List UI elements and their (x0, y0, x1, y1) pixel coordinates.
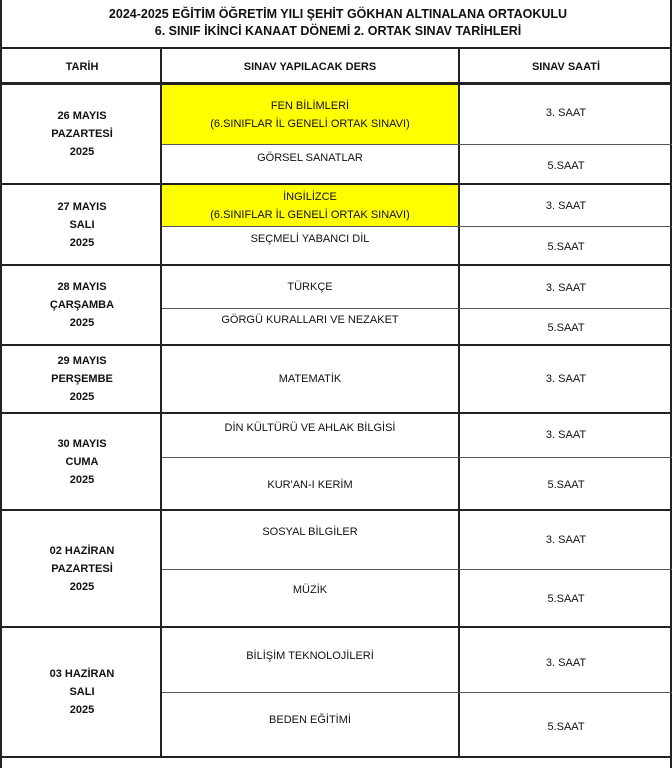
date-weekday: PAZARTESİ (51, 128, 113, 140)
course-note: (6.SINIFLAR İL GENELİ ORTAK SINAVI) (210, 117, 410, 130)
date-cell (4, 185, 160, 264)
title-line-1: 2024-2025 EĞİTİM ÖĞRETİM YILI ŞEHİT GÖKHAN ALTINALANA ORTAOKULU (108, 7, 568, 21)
date-weekday: SALI (69, 218, 95, 231)
date-cell (4, 85, 160, 183)
course-note: (6.SINIFLAR İL GENELİ ORTAK SINAVI) (210, 208, 410, 221)
time-cell: 3. SAAT (545, 657, 587, 669)
course-name: FEN BİLİMLERİ (270, 99, 350, 112)
date-year: 2025 (69, 704, 95, 716)
rule-title-bottom (2, 47, 672, 49)
course-cell: SEÇMELİ YABANCI DİL (250, 233, 370, 245)
course-cell: GÖRGÜ KURALLARI VE NEZAKET (221, 314, 399, 326)
date-weekday: SALI (69, 686, 95, 698)
document-title (2, 0, 672, 48)
time-cell: 5.SAAT (547, 241, 585, 253)
course-name: İNGİLİZCE (283, 190, 337, 203)
date-year: 2025 (69, 473, 95, 486)
date-year: 2025 (69, 236, 95, 249)
time-cell: 5.SAAT (547, 322, 585, 334)
time-cell: 3. SAAT (545, 282, 587, 294)
course-cell: KUR'AN-I KERİM (267, 479, 353, 491)
course-cell: TÜRKÇE (287, 281, 333, 293)
header-date: TARİH (65, 60, 99, 73)
course-cell: BİLİŞİM TEKNOLOJİLERİ (246, 650, 374, 662)
date-cell (4, 511, 160, 626)
date-day: 30 MAYIS (57, 437, 107, 450)
date-cell (4, 628, 160, 756)
date-cell (4, 266, 160, 344)
date-year: 2025 (69, 146, 95, 158)
subrule-day-6 (162, 569, 672, 570)
course-cell: DİN KÜLTÜRÜ VE AHLAK BİLGİSİ (224, 422, 396, 434)
date-weekday: PERŞEMBE (51, 373, 113, 385)
date-day: 27 MAYIS (57, 200, 107, 213)
date-day: 29 MAYIS (57, 355, 107, 367)
date-day: 28 MAYIS (57, 281, 107, 293)
date-day: 03 HAZİRAN (49, 668, 115, 680)
date-day: 02 HAZİRAN (49, 544, 115, 557)
course-cell: GÖRSEL SANATLAR (257, 152, 363, 164)
course-cell: MATEMATİK (278, 373, 342, 385)
course-cell: MÜZİK (292, 584, 328, 596)
time-cell: 5.SAAT (547, 593, 585, 605)
subrule-day-7 (162, 692, 672, 693)
time-cell: 5.SAAT (547, 160, 585, 172)
date-day: 26 MAYIS (57, 110, 107, 122)
header-time: SINAV SAATİ (531, 60, 601, 73)
header-course: SINAV YAPILACAK DERS (243, 60, 377, 73)
course-cell: SOSYAL BİLGİLER (262, 526, 358, 538)
course-cell-highlighted (162, 185, 458, 226)
date-weekday: PAZARTESİ (51, 562, 113, 575)
time-cell: 3. SAAT (545, 200, 587, 212)
date-year: 2025 (69, 317, 95, 329)
time-cell: 3. SAAT (545, 373, 587, 385)
time-cell: 3. SAAT (545, 534, 587, 546)
rule-day-7 (2, 756, 672, 758)
time-cell: 5.SAAT (547, 479, 585, 491)
date-cell (4, 414, 160, 509)
date-cell (4, 346, 160, 412)
time-cell: 3. SAAT (545, 107, 587, 119)
time-cell: 5.SAAT (547, 721, 585, 733)
title-line-2: 6. SINIF İKİNCİ KANAAT DÖNEMİ 2. ORTAK SINAV TARİHLERİ (154, 24, 522, 38)
date-weekday: ÇARŞAMBA (49, 299, 115, 311)
date-year: 2025 (69, 580, 95, 593)
course-cell-highlighted (162, 85, 458, 144)
date-year: 2025 (69, 391, 95, 403)
course-cell: BEDEN EĞİTİMİ (269, 714, 351, 726)
date-weekday: CUMA (65, 455, 99, 468)
time-cell: 3. SAAT (545, 429, 587, 441)
subrule-day-5 (162, 457, 672, 458)
